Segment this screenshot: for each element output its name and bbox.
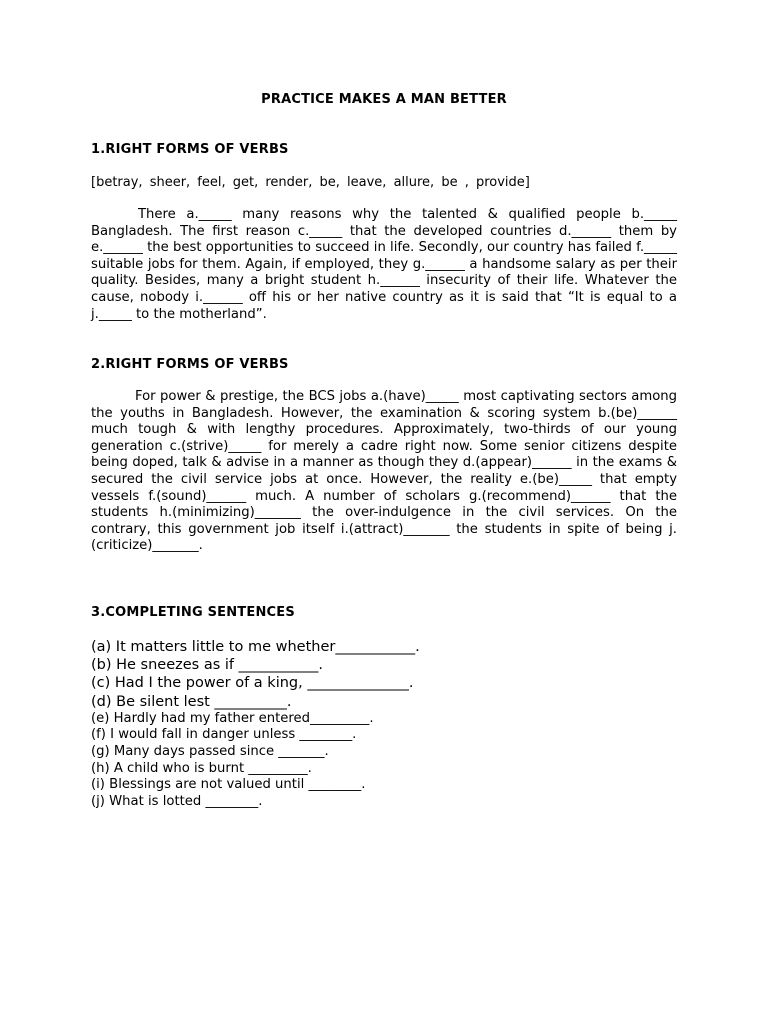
sentence-item-i: (i) Blessings are not valued until ________. (91, 777, 366, 793)
sentence-item-h: (h) A child who is burnt _________. (91, 760, 312, 776)
page-title: PRACTICE MAKES A MAN BETTER (261, 92, 507, 107)
sentence-item-f: (f) I would fall in danger unless ________. (91, 727, 357, 743)
word-bank: [betray, sheer, feel, get, render, be, leave, allure, be , provide] (91, 175, 530, 190)
section-1-heading: 1.RIGHT FORMS OF VERBS (91, 142, 289, 157)
sentence-item-c: (c) Had I the power of a king, ______________. (91, 675, 414, 692)
sentence-item-g: (g) Many days passed since _______. (91, 744, 329, 759)
sentence-item-j: (j) What is lotted ________. (91, 793, 263, 809)
sentence-item-e: (e) Hardly had my father entered_________. (91, 710, 374, 726)
sentence-item-b: (b) He sneezes as if ___________. (91, 657, 323, 674)
section-2-heading: 2.RIGHT FORMS OF VERBS (91, 357, 289, 372)
section-2-paragraph: For power & prestige, the BCS jobs a.(have)_____ most captivating sectors among the youths in Bangladesh. However, the examination & scoring system b.(be)______ much tough & with lengthy procedures. Approximately, two-thirds of our young generation c.(strive)_____ for merely a cadre right now. Some senior citizens despite being doped, talk & advise in a manner as though they d.(appear)______ in the exams & secured the civil service jobs at once. However, the reality e.(be)_____ that empty vessels f.(sound)______ much. A number of scholars g.(recommend)______ that the students h.(minimizing)_______ the over-indulgence in the civil services. On the contrary, this government job itself i.(attract)_______ the students in spite of being j.(criticize)_______. (91, 389, 677, 554)
sentence-item-a: (a) It matters little to me whether___________. (91, 639, 420, 655)
sentence-item-d: (d) Be silent lest __________. (91, 693, 292, 710)
section-1-paragraph: There a._____ many reasons why the talented & qualified people b._____ Bangladesh. The first reason c._____ that the developed countries d.______ them by e.______ the best opportunities to succeed in life. Secondly, our country has failed f._____ suitable jobs for them. Again, if employed, they g.______ a handsome salary as per their quality. Besides, many a bright student h.______ insecurity of their life. Whatever the cause, nobody i.______ off his or her native country as it is said that “It is equal to a j._____ to the motherland”. (91, 207, 677, 322)
section-3-heading: 3.COMPLETING SENTENCES (91, 605, 295, 620)
sentence-list (91, 638, 420, 810)
